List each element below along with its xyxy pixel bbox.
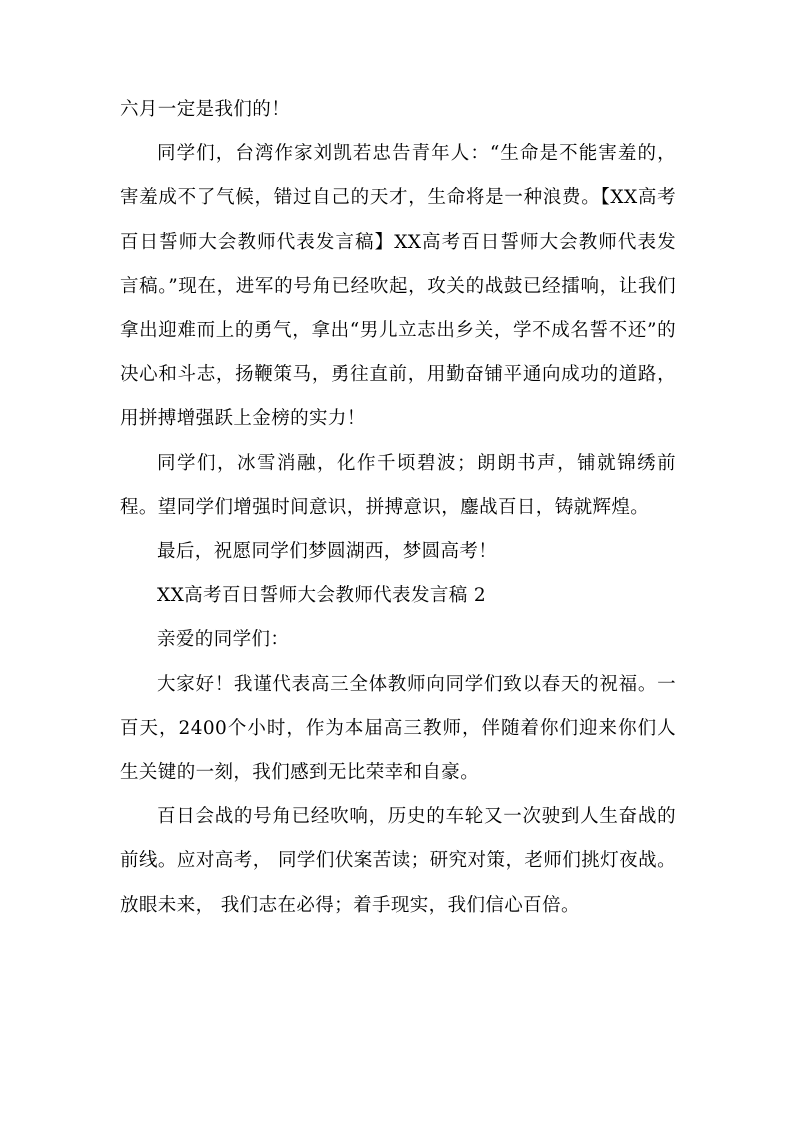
paragraph-closing-line: 六月一定是我们的！: [120, 99, 291, 120]
salutation: 亲爱的同学们：: [157, 629, 290, 651]
section-title: XX高考百日誓师大会教师代表发言稿 2: [157, 585, 487, 607]
paragraph-encouragement: 同学们，冰雪消融，化作千顷碧波；朗朗书声，铺就锦绣前程。望同学们增强时间意识，拼搏意识，鏖战百日，铸就辉煌。: [120, 452, 676, 518]
document-page: [120, 88, 676, 928]
paragraph-greeting: 大家好！我谨代表高三全体教师向同学们致以春天的祝福。一百天，2400个小时，作为本届高三教师，伴随着你们迎来你们人生关键的一刻，我们感到无比荣幸和自豪。: [120, 673, 676, 784]
paragraph-final-wish: 最后，祝愿同学们梦圆湖西，梦圆高考！: [157, 541, 498, 563]
paragraph-quote: 同学们，台湾作家刘凯若忠告青年人：“生命是不能害羞的，害羞成不了气候，错过自己的天才，生命将是一种浪费。【XX高考百日誓师大会教师代表发言稿】XX高考百日誓师大会教师代表发言稿。”现在，进军的号角已经吹起，攻关的战鼓已经擂响，让我们拿出迎难而上的勇气，拿出“男儿立志出乡关，学不成名誓不还”的决心和斗志，扬鞭策马，勇往直前，用勤奋铺平通向成功的道路，用拼搏增强跃上金榜的实力！: [120, 143, 676, 430]
paragraph-battle: 百日会战的号角已经吹响，历史的车轮又一次驶到人生奋战的前线。应对高考， 同学们伏案苦读；研究对策，老师们挑灯夜战。放眼未来， 我们志在必得；着手现实，我们信心百倍。: [120, 806, 676, 916]
